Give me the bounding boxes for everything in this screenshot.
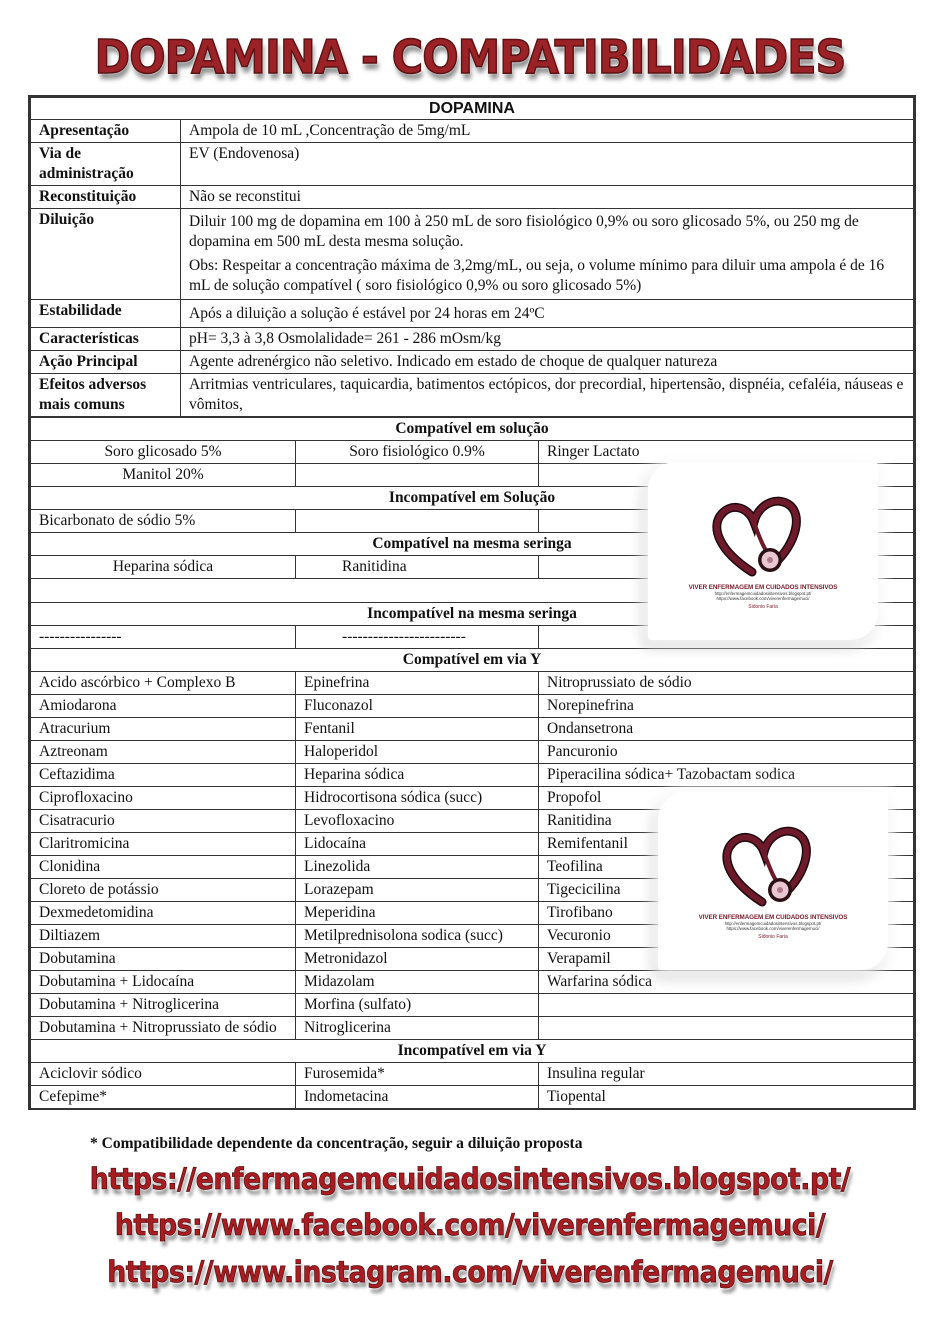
table-row [31, 441, 914, 464]
table-cell: Indometacina [296, 1086, 539, 1109]
table-row [31, 1017, 914, 1040]
property-row [31, 120, 914, 143]
table-cell: Soro fisiológico 0.9% [296, 441, 539, 464]
property-label: Ação Principal [31, 351, 181, 374]
table-cell: Midazolam [296, 971, 539, 994]
property-label: Características [31, 328, 181, 351]
table-cell: Manitol 20% [31, 464, 296, 487]
table-cell: Heparina sódica [296, 764, 539, 787]
property-label: Diluição [31, 209, 181, 300]
property-value: Não se reconstitui [189, 188, 301, 205]
logo-author: Sidonio Faria [748, 604, 778, 610]
logo-url-facebook: https://www.facebook.com/viverenfermagemuci/ [716, 596, 810, 601]
table-cell: Linezolida [296, 856, 539, 879]
table-cell: Lidocaína [296, 833, 539, 856]
property-label: Reconstituição [31, 186, 181, 209]
table-row [31, 718, 914, 741]
table-cell: ---------------- [31, 626, 296, 649]
table-cell: Furosemida* [296, 1063, 539, 1086]
table-cell [539, 994, 914, 1017]
logo-url-facebook: https://www.facebook.com/viverenfermagemuci/ [726, 926, 820, 931]
table-cell: Heparina sódica [31, 556, 296, 579]
table-cell: Piperacilina sódica+ Tazobactam sodica [539, 764, 914, 787]
table-cell: Cefepime* [31, 1086, 296, 1109]
table-cell [296, 464, 539, 487]
logo-badge [648, 462, 878, 640]
property-row [31, 374, 914, 417]
stethoscope-heart-icon [708, 492, 818, 582]
blog-link[interactable]: https://enfermagemcuidadosintensivos.blogspot.pt/ [89, 1162, 851, 1196]
table-cell: Propofol [539, 787, 914, 810]
table-cell: Haloperidol [296, 741, 539, 764]
facebook-link[interactable]: https://www.facebook.com/viverenfermagemuci/ [114, 1208, 826, 1242]
table-cell: Levofloxacino [296, 810, 539, 833]
property-row [31, 186, 914, 209]
table-cell [296, 510, 539, 533]
logo-url-blog: http://enfermagemcuidadosintensivos.blogspot.pt/ [714, 591, 812, 596]
table-cell: Dobutamina + Lidocaína [31, 971, 296, 994]
property-label: Efeitos adversos mais comuns [31, 374, 181, 417]
table-cell: Soro glicosado 5% [31, 441, 296, 464]
page-title: DOPAMINA - COMPATIBILIDADES [94, 30, 846, 84]
table-row [31, 1086, 914, 1109]
instagram-link[interactable]: https://www.instagram.com/viverenfermagemuci/ [107, 1255, 833, 1289]
table-cell: Ondansetrona [539, 718, 914, 741]
table-cell: Teofilina [539, 856, 914, 879]
table-row [31, 672, 914, 695]
table-row [31, 741, 914, 764]
property-value: Após a diluição a solução é estável por 24 horas em 24ºC [189, 305, 545, 322]
table-cell: Ringer Lactato [539, 441, 914, 464]
table-cell: Fentanil [296, 718, 539, 741]
table-cell: Amiodarona [31, 695, 296, 718]
table-cell: Dobutamina + Nitroprussiato de sódio [31, 1017, 296, 1040]
table-cell: Vecuronio [539, 925, 914, 948]
table-cell: Lorazepam [296, 879, 539, 902]
table-cell: Morfina (sulfato) [296, 994, 539, 1017]
table-cell: Verapamil [539, 948, 914, 971]
table-cell: Fluconazol [296, 695, 539, 718]
table-cell: Epinefrina [296, 672, 539, 695]
table-row [31, 764, 914, 787]
property-label: Via de administração [31, 143, 181, 186]
logo-url-blog: http://enfermagemcuidadosintensivos.blogspot.pt/ [724, 921, 822, 926]
property-value: pH= 3,3 à 3,8 Osmolalidade= 261 - 286 mOsm/kg [189, 330, 501, 347]
stethoscope-heart-icon [718, 822, 828, 912]
table-cell: Nitroglicerina [296, 1017, 539, 1040]
table-cell: Aciclovir sódico [31, 1063, 296, 1086]
table-cell: Dobutamina + Nitroglicerina [31, 994, 296, 1017]
property-value: Diluir 100 mg de dopamina em 100 à 250 mL de soro fisiológico 0,9% ou soro glicosado 5%, ou 250 mg de dopamina em 500 mL desta mesma solução. [189, 213, 859, 250]
table-cell: Metilprednisolona sodica (succ) [296, 925, 539, 948]
table-cell: Tiopental [539, 1086, 914, 1109]
logo-author: Sidonio Faria [758, 934, 788, 940]
table-row [31, 971, 914, 994]
table-cell: Ranitidina [296, 556, 539, 579]
property-row [31, 351, 914, 374]
table-cell: Norepinefrina [539, 695, 914, 718]
logo-title: VIVER ENFERMAGEM EM CUIDADOS INTENSIVOS [698, 914, 848, 921]
property-row [31, 143, 914, 186]
section-heading: Incompatível em Solução [31, 487, 914, 510]
section-heading: Incompatível na mesma seringa [31, 603, 914, 626]
table-cell: Metronidazol [296, 948, 539, 971]
table-cell: Cloreto de potássio [31, 879, 296, 902]
table-cell: Tirofibano [539, 902, 914, 925]
property-value: Ampola de 10 mL ,Concentração de 5mg/mL [189, 122, 471, 139]
drug-name-header: DOPAMINA [31, 98, 914, 120]
table-cell: Meperidina [296, 902, 539, 925]
property-row [31, 328, 914, 351]
table-cell: Insulina regular [539, 1063, 914, 1086]
property-value: Agente adrenérgico não seletivo. Indicado em estado de choque de qualquer natureza [189, 353, 718, 370]
property-row [31, 209, 914, 300]
table-row [31, 994, 914, 1017]
section-heading: Compatível na mesma seringa [31, 533, 914, 556]
table-cell: ------------------------ [296, 626, 539, 649]
table-cell: Cisatracurio [31, 810, 296, 833]
table-row [31, 1063, 914, 1086]
table-cell: Ciprofloxacino [31, 787, 296, 810]
property-label: Apresentação [31, 120, 181, 143]
table-cell: Hidrocortisona sódica (succ) [296, 787, 539, 810]
table-cell: Ceftazidima [31, 764, 296, 787]
section-heading: Incompatível em via Y [31, 1040, 914, 1063]
table-cell [539, 1017, 914, 1040]
table-cell: Acido ascórbico + Complexo B [31, 672, 296, 695]
logo-badge [658, 792, 888, 970]
section-heading: Compatível em via Y [31, 649, 914, 672]
table-cell: Nitroprussiato de sódio [539, 672, 914, 695]
property-value: EV (Endovenosa) [189, 145, 300, 162]
table-cell: Ranitidina [539, 810, 914, 833]
property-value: Arritmias ventriculares, taquicardia, batimentos ectópicos, dor precordial, hipertensão, dispnéia, cefaléia, náuseas e vômitos, [189, 376, 904, 413]
table-cell: Atracurium [31, 718, 296, 741]
logo-title: VIVER ENFERMAGEM EM CUIDADOS INTENSIVOS [688, 584, 838, 591]
property-note: Obs: Respeitar a concentração máxima de 3,2mg/mL, ou seja, o volume mínimo para diluir uma ampola é de 16 mL de solução compatível ( soro fisiológico 0,9% ou soro glicosado 5%) [189, 257, 885, 294]
section-heading: Compatível em solução [31, 418, 914, 441]
drug-info-table [30, 97, 914, 417]
incompat-y-rows [31, 1063, 914, 1109]
table-cell: Clonidina [31, 856, 296, 879]
table-cell: Tigecicilina [539, 879, 914, 902]
property-label: Estabilidade [31, 300, 181, 328]
table-cell: Bicarbonato de sódio 5% [31, 510, 296, 533]
footnote: * Compatibilidade dependente da concentração, seguir a diluição proposta [90, 1135, 583, 1152]
table-cell: Diltiazem [31, 925, 296, 948]
table-cell: Dobutamina [31, 948, 296, 971]
property-row [31, 300, 914, 328]
table-row [31, 695, 914, 718]
table-cell: Aztreonam [31, 741, 296, 764]
table-cell: Dexmedetomidina [31, 902, 296, 925]
table-cell: Claritromicina [31, 833, 296, 856]
table-cell: Warfarina sódica [539, 971, 914, 994]
table-cell: Pancuronio [539, 741, 914, 764]
table-cell: Remifentanil [539, 833, 914, 856]
